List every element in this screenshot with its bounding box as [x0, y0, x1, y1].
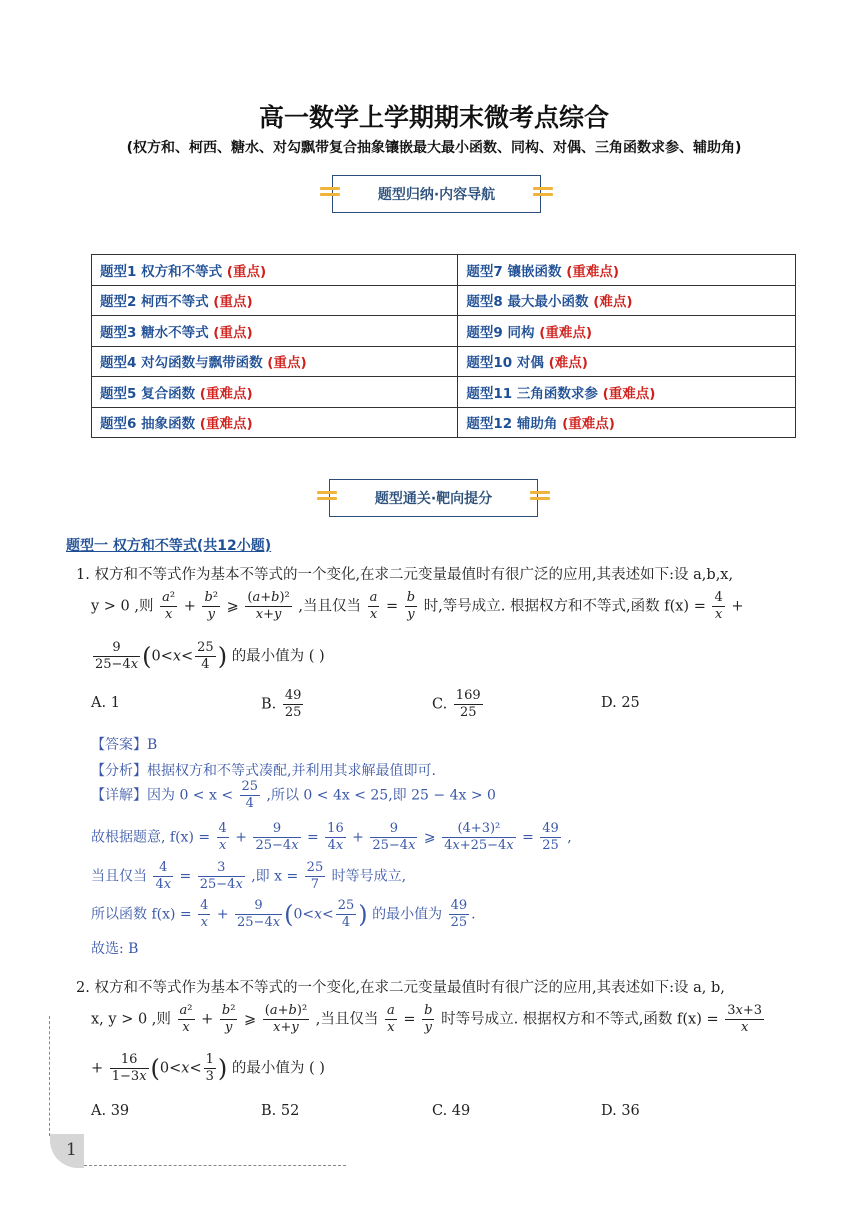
q1-detail1-a: 【详解】因为 0 < x < [91, 787, 234, 804]
type-level: (重点) [213, 324, 253, 341]
type-label: 题型12 辅助角 [466, 416, 558, 433]
type-label: 题型2 柯西不等式 [100, 294, 209, 311]
q1-detail-line2: 故根据题意, f(x) = $\frac{4}{x}$ + $\frac{9}{25-4x}$ = $\frac{16}{4x}$ + $\frac{9}{25-4x}$ ⩾ $\frac{\text{(4+3)²}}{4x+25-4x}$ = $\frac{49}{25}$ , [91, 821, 572, 853]
type-cell[interactable] [92, 316, 458, 347]
type-level: (重难点) [562, 416, 615, 433]
type-cell[interactable] [458, 255, 796, 286]
q1-option-c-den: 25 [459, 705, 477, 720]
type-cell[interactable] [458, 346, 796, 377]
q1-detail4-a: 所以函数 f(x) = [91, 906, 192, 923]
type-label: 题型6 抽象函数 [100, 416, 196, 433]
types-table-row [92, 346, 796, 377]
section-heading: 题型一 权方和不等式(共12小题) [66, 538, 272, 554]
q1-when: ,当且仅当 [298, 598, 361, 615]
type-label: 题型4 对勾函数与飘带函数 [100, 355, 263, 372]
q1-detail-line4: 所以函数 f(x) = $\frac{4}{x}$ + $\frac{9}{25-4x}$ (0<x< $\frac{25}{4}$ ) 的最小值为 $\frac{49}{25}$ . [91, 898, 476, 930]
types-table-row [92, 377, 796, 408]
type-cell[interactable] [458, 285, 796, 316]
types-table-row [92, 407, 796, 438]
type-level: (重难点) [199, 416, 253, 433]
q1-detail3-c: 时等号成立, [331, 868, 407, 885]
type-cell[interactable] [92, 377, 458, 408]
practice-banner-label: 题型通关·靶向提分 [374, 491, 493, 507]
q1-option-b-label: B. [261, 696, 277, 713]
type-level: (重难点) [566, 263, 620, 280]
q1-detail2-a: 故根据题意, f(x) = [91, 829, 211, 846]
q1-stem-line3: $\frac{9}{25-4x}$ (0<x< $\frac{25}{4}$ ) 的最小值为 ( ) [95, 640, 325, 672]
type-cell[interactable] [458, 316, 796, 347]
type-label: 题型3 糖水不等式 [100, 324, 209, 341]
q2-ask: 的最小值为 ( ) [231, 1060, 325, 1077]
page-title: 高一数学上学期期末微考点综合 [258, 103, 609, 132]
q1-detail1-b: ,所以 0 < 4x < 25,即 25 − 4x > 0 [266, 787, 496, 804]
q1-detail3-a: 当且仅当 [91, 868, 147, 885]
q1-detail4-b: 的最小值为 [372, 906, 443, 923]
q2-when: ,当且仅当 [315, 1011, 379, 1028]
type-cell[interactable] [458, 377, 796, 408]
q1-option-c-num: 169 [455, 688, 481, 703]
type-level: (难点) [548, 355, 588, 372]
nav-banner [332, 175, 541, 213]
decor-icon [533, 187, 553, 199]
q1-option-c[interactable] [432, 688, 485, 721]
type-level: (重难点) [199, 385, 253, 402]
q1-option-b-num: 49 [284, 688, 302, 703]
q1-conclusion: 故选: B [91, 941, 139, 957]
q2-option-c[interactable]: C. 49 [432, 1103, 471, 1119]
q2-func: 时等号成立. 根据权方和不等式,函数 f(x) = [441, 1011, 719, 1028]
q1-answer: 【答案】B [91, 737, 158, 753]
q2-cond: x, y > 0 ,则 [91, 1011, 171, 1028]
q1-analysis: 【分析】根据权方和不等式凑配,并利用其求解最值即可. [91, 763, 436, 779]
q1-option-b[interactable] [261, 688, 305, 721]
type-cell[interactable] [458, 407, 796, 438]
margin-dash-vertical [49, 1016, 50, 1136]
page-subtitle: (权方和、柯西、糖水、对勾飘带复合抽象镶嵌最大最小函数、同构、对偶、三角函数求参、辅助角) [126, 140, 742, 156]
decor-icon [530, 491, 550, 503]
types-table-row [92, 316, 796, 347]
type-label: 题型9 同构 [466, 324, 535, 341]
q2-stem-line3: + $\frac{16}{1-3x}$ (0<x< $\frac{1}{3}$ ) 的最小值为 ( ) [91, 1052, 325, 1084]
q1-ask: 的最小值为 ( ) [231, 648, 325, 665]
type-label: 题型11 三角函数求参 [466, 385, 598, 402]
type-label: 题型7 镶嵌函数 [466, 263, 562, 280]
type-level: (重难点) [602, 385, 656, 402]
q1-cond: y > 0 ,则 [91, 598, 154, 615]
type-level: (重点) [213, 294, 253, 311]
decor-icon [320, 187, 340, 199]
q1-stem-line1: 1. 权方和不等式作为基本不等式的一个变化,在求二元变量最值时有很广泛的应用,其表述如下:设 a,b,x, [76, 567, 734, 583]
q1-detail-line3: 当且仅当 $\frac{4}{4x}$ = $\frac{3}{25-4x}$ ,即 x = $\frac{25}{7}$ 时等号成立, [91, 860, 407, 892]
type-level: (重点) [267, 355, 307, 372]
q2-option-d[interactable]: D. 36 [601, 1103, 640, 1119]
type-label: 题型1 权方和不等式 [100, 263, 223, 280]
nav-banner-label: 题型归纳·内容导航 [377, 187, 496, 203]
type-label: 题型8 最大最小函数 [466, 294, 589, 311]
q1-option-b-den: 25 [284, 705, 302, 720]
q2-option-a[interactable]: A. 39 [91, 1103, 130, 1119]
type-cell[interactable] [92, 407, 458, 438]
type-cell[interactable] [92, 255, 458, 286]
q2-stem-line1: 2. 权方和不等式作为基本不等式的一个变化,在求二元变量最值时有很广泛的应用,其表述如下:设 a, b, [76, 980, 725, 996]
type-level: (重难点) [539, 324, 593, 341]
type-cell[interactable] [92, 285, 458, 316]
q1-detail-line1: 【详解】因为 0 < x < $\frac{25}{4}$ ,所以 0 < 4x < 25,即 25 − 4x > 0 [91, 779, 496, 811]
type-cell[interactable] [92, 346, 458, 377]
q1-stem-line2: y > 0 ,则 $\frac{\text{a²}}{x}$ + $\frac{\text{b²}}{y}$ ⩾ $\frac{\text{(a+b)²}}{x+y}$ ,当且仅当 $\frac{a}{x}$ = $\frac{b}{y}$ 时,等号成立. 根据权方和不等式,函数 f(x) = $\frac{4}{x}$ + [91, 590, 744, 622]
types-table-row [92, 255, 796, 286]
type-label: 题型10 对偶 [466, 355, 544, 372]
type-level: (难点) [593, 294, 633, 311]
type-level: (重点) [226, 263, 267, 280]
q1-option-a[interactable]: A. 1 [91, 695, 120, 711]
q1-option-d[interactable]: D. 25 [601, 695, 640, 711]
q1-detail3-b: ,即 x = [251, 868, 299, 885]
practice-banner [329, 479, 538, 517]
q1-option-c-label: C. [432, 696, 448, 713]
page-number: 1 [50, 1134, 84, 1168]
types-table-row [92, 285, 796, 316]
question-types-table [91, 254, 796, 438]
q1-func: 时,等号成立. 根据权方和不等式,函数 f(x) = [423, 598, 706, 615]
margin-dash-horizontal [84, 1165, 346, 1166]
q2-stem-line2: x, y > 0 ,则 $\frac{\text{a²}}{x}$ + $\frac{\text{b²}}{y}$ ⩾ $\frac{\text{(a+b)²}}{x+y}$ ,当且仅当 $\frac{a}{x}$ = $\frac{b}{y}$ 时等号成立. 根据权方和不等式,函数 f(x) = $\frac{3x+3}{x}$ [91, 1003, 763, 1035]
type-label: 题型5 复合函数 [100, 385, 196, 402]
q2-option-b[interactable]: B. 52 [261, 1103, 300, 1119]
decor-icon [317, 491, 337, 503]
